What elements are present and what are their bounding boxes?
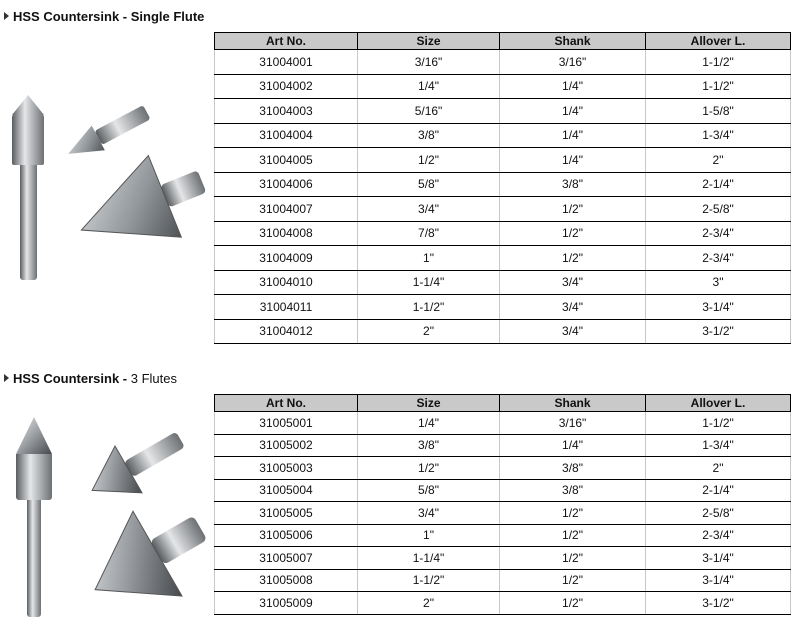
col-header-shank: Shank [500, 33, 646, 50]
table-row [215, 524, 791, 547]
art-no-cell: 31005001 [215, 412, 358, 435]
table-row [215, 221, 791, 246]
size-cell: 5/8" [358, 172, 500, 197]
table-header-row [215, 33, 791, 50]
size-cell: 1/4" [358, 74, 500, 99]
table-row [215, 412, 791, 435]
col-header-allover-length: Allover L. [646, 33, 791, 50]
art-no-cell: 31004002 [215, 74, 358, 99]
col-header-art-no: Art No. [215, 33, 358, 50]
allover-length-cell: 2" [646, 457, 791, 480]
allover-length-cell: 2-1/4" [646, 172, 791, 197]
size-cell: 1" [358, 246, 500, 271]
shank-cell: 1/4" [500, 99, 646, 124]
art-no-cell: 31004010 [215, 270, 358, 295]
allover-length-cell: 2-5/8" [646, 197, 791, 222]
table-row [215, 246, 791, 271]
allover-length-cell: 2-3/4" [646, 221, 791, 246]
table-row [215, 479, 791, 502]
allover-length-cell: 3" [646, 270, 791, 295]
table-row [215, 99, 791, 124]
table-row [215, 457, 791, 480]
allover-length-cell: 2-5/8" [646, 502, 791, 525]
single-flute-countersink-photo [0, 95, 210, 285]
art-no-cell: 31004003 [215, 99, 358, 124]
allover-length-cell: 1-1/2" [646, 412, 791, 435]
table-row [215, 547, 791, 570]
col-header-shank: Shank [500, 395, 646, 412]
shank-cell: 1/2" [500, 502, 646, 525]
three-flute-spec-table [214, 394, 791, 615]
allover-length-cell: 3-1/2" [646, 319, 791, 344]
shank-cell: 1/2" [500, 197, 646, 222]
size-cell: 5/8" [358, 479, 500, 502]
bullet-triangle-icon [4, 374, 9, 382]
table-row [215, 197, 791, 222]
table-row [215, 502, 791, 525]
table-header-row [215, 395, 791, 412]
shank-cell: 1/2" [500, 569, 646, 592]
art-no-cell: 31005007 [215, 547, 358, 570]
allover-length-cell: 3-1/4" [646, 569, 791, 592]
size-cell: 5/16" [358, 99, 500, 124]
allover-length-cell: 3-1/4" [646, 295, 791, 320]
col-header-allover-length: Allover L. [646, 395, 791, 412]
size-cell: 1-1/4" [358, 547, 500, 570]
size-cell: 3/8" [358, 434, 500, 457]
size-cell: 1/4" [358, 412, 500, 435]
shank-cell: 3/8" [500, 479, 646, 502]
single-flute-spec-table [214, 32, 791, 344]
shank-cell: 1/2" [500, 524, 646, 547]
art-no-cell: 31005003 [215, 457, 358, 480]
art-no-cell: 31004012 [215, 319, 358, 344]
table-row [215, 50, 791, 75]
shank-cell: 1/2" [500, 221, 646, 246]
allover-length-cell: 1-1/2" [646, 74, 791, 99]
col-header-size: Size [358, 395, 500, 412]
art-no-cell: 31004006 [215, 172, 358, 197]
table-row [215, 123, 791, 148]
col-header-size: Size [358, 33, 500, 50]
art-no-cell: 31005005 [215, 502, 358, 525]
shank-cell: 3/16" [500, 412, 646, 435]
art-no-cell: 31004008 [215, 221, 358, 246]
shank-cell: 3/8" [500, 172, 646, 197]
size-cell: 3/4" [358, 197, 500, 222]
allover-length-cell: 2" [646, 148, 791, 173]
table-row [215, 569, 791, 592]
allover-length-cell: 2-1/4" [646, 479, 791, 502]
section-heading-single-flute: HSS Countersink - Single Flute [2, 9, 204, 24]
art-no-cell: 31004001 [215, 50, 358, 75]
section-heading-3-flutes: HSS Countersink - 3 Flutes [2, 371, 177, 386]
size-cell: 3/8" [358, 123, 500, 148]
table-row [215, 148, 791, 173]
table-row [215, 172, 791, 197]
size-cell: 3/16" [358, 50, 500, 75]
table-row [215, 270, 791, 295]
shank-cell: 1/4" [500, 123, 646, 148]
art-no-cell: 31004009 [215, 246, 358, 271]
allover-length-cell: 2-3/4" [646, 246, 791, 271]
size-cell: 1/2" [358, 457, 500, 480]
art-no-cell: 31005009 [215, 592, 358, 615]
shank-cell: 3/4" [500, 319, 646, 344]
shank-cell: 1/4" [500, 148, 646, 173]
size-cell: 7/8" [358, 221, 500, 246]
allover-length-cell: 1-1/2" [646, 50, 791, 75]
col-header-art-no: Art No. [215, 395, 358, 412]
bullet-triangle-icon [4, 12, 9, 20]
shank-cell: 3/16" [500, 50, 646, 75]
table-row [215, 592, 791, 615]
size-cell: 1-1/2" [358, 295, 500, 320]
art-no-cell: 31005004 [215, 479, 358, 502]
art-no-cell: 31004004 [215, 123, 358, 148]
size-cell: 1/2" [358, 148, 500, 173]
size-cell: 1" [358, 524, 500, 547]
allover-length-cell: 3-1/2" [646, 592, 791, 615]
shank-cell: 1/2" [500, 246, 646, 271]
allover-length-cell: 1-3/4" [646, 123, 791, 148]
art-no-cell: 31005006 [215, 524, 358, 547]
allover-length-cell: 1-3/4" [646, 434, 791, 457]
shank-cell: 3/4" [500, 295, 646, 320]
shank-cell: 1/4" [500, 74, 646, 99]
table-row [215, 74, 791, 99]
shank-cell: 1/2" [500, 592, 646, 615]
shank-cell: 1/2" [500, 547, 646, 570]
art-no-cell: 31004005 [215, 148, 358, 173]
art-no-cell: 31004011 [215, 295, 358, 320]
shank-cell: 3/4" [500, 270, 646, 295]
art-no-cell: 31004007 [215, 197, 358, 222]
three-flute-countersink-photo [0, 412, 210, 622]
art-no-cell: 31005002 [215, 434, 358, 457]
table-row [215, 319, 791, 344]
table-row [215, 434, 791, 457]
art-no-cell: 31005008 [215, 569, 358, 592]
shank-cell: 3/8" [500, 457, 646, 480]
size-cell: 1-1/4" [358, 270, 500, 295]
allover-length-cell: 1-5/8" [646, 99, 791, 124]
size-cell: 2" [358, 319, 500, 344]
size-cell: 2" [358, 592, 500, 615]
size-cell: 3/4" [358, 502, 500, 525]
shank-cell: 1/4" [500, 434, 646, 457]
allover-length-cell: 3-1/4" [646, 547, 791, 570]
size-cell: 1-1/2" [358, 569, 500, 592]
table-row [215, 295, 791, 320]
allover-length-cell: 2-3/4" [646, 524, 791, 547]
